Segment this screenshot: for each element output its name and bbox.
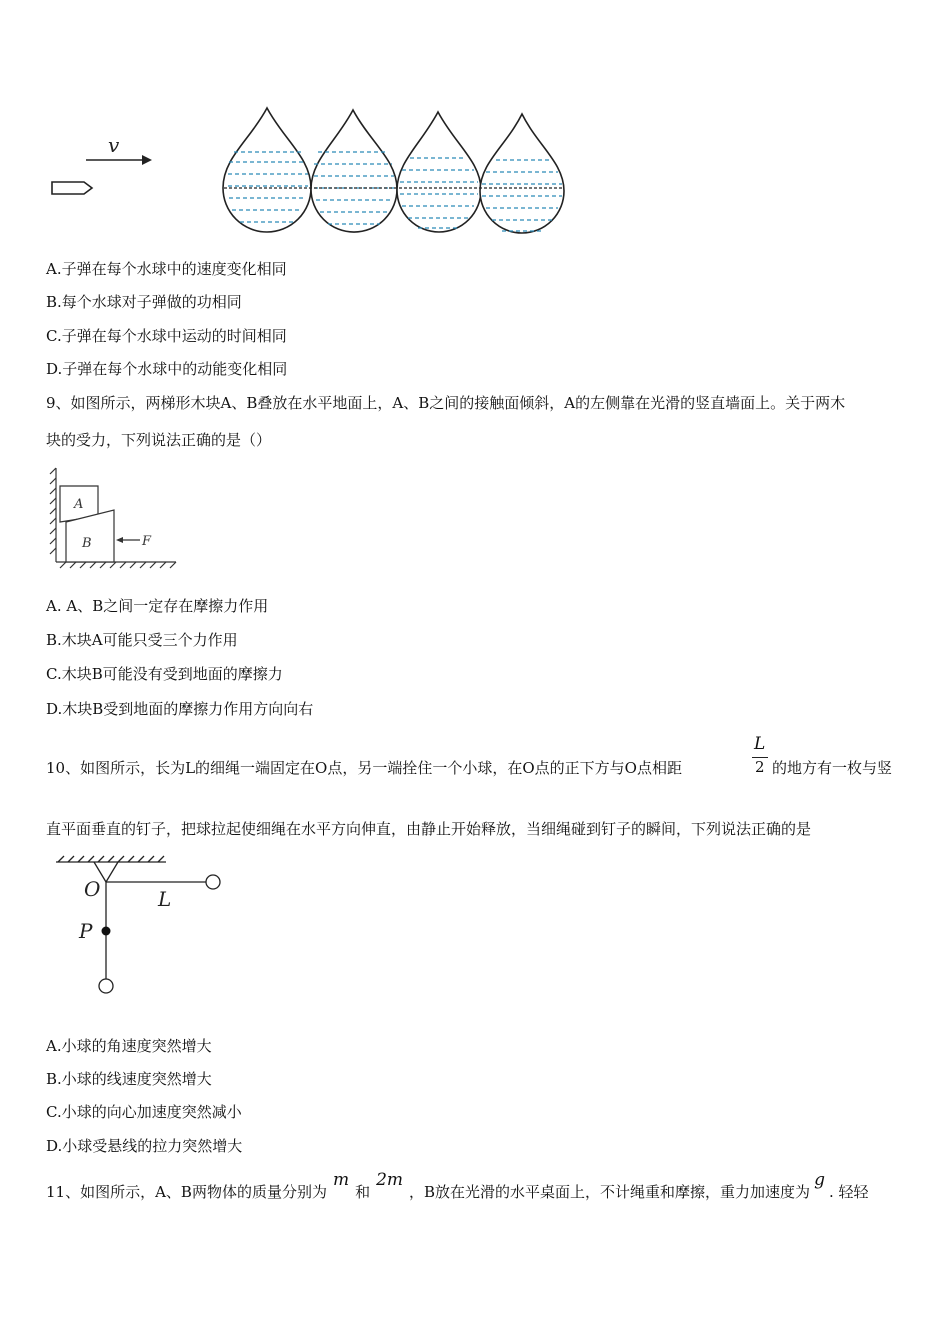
force-f-arrow [116,537,140,543]
q11-mass-m: m [332,1170,350,1190]
q11-gravity-g: g [814,1170,825,1190]
q11-stem [46,1170,869,1202]
q9-stem-line2: 块的受力，下列说法正确的是（） [46,431,272,449]
q9-stem-line1: 9、如图所示，两梯形木块A、B叠放在水平地面上，A、B之间的接触面倾斜，A的左侧靠在光滑的竖直墙面上。关于两木 [46,394,846,412]
q10-option-b: B.小球的线速度突然增大 [46,1070,212,1088]
fraction-denominator: 2 [755,758,765,776]
velocity-arrow [86,133,152,165]
wall [50,468,56,562]
label-o: O [84,877,101,901]
q10-option-a: A.小球的角速度突然增大 [46,1037,212,1055]
fraction-numerator: L [754,734,766,754]
q9-option-c: C.木块B可能没有受到地面的摩擦力 [46,665,283,683]
ceiling [56,856,166,862]
q10-fraction [752,734,770,780]
ground [56,562,176,568]
q9-option-a: A. A、B之间一定存在摩擦力作用 [46,597,269,615]
q11-part4: . 轻轻 [828,1183,869,1201]
label-p: P [79,919,93,943]
ball-horizontal [206,875,220,889]
velocity-label: v [108,133,120,157]
block-b-label: B [82,536,92,551]
label-l: L [158,887,172,911]
q8-option-a: A.子弹在每个水球中的速度变化相同 [46,260,287,278]
q8-option-c: C.子弹在每个水球中运动的时间相同 [46,327,287,345]
nail-p [102,927,111,936]
block-a-label: A [74,497,84,512]
balloon-3 [397,112,481,232]
bullet-water-balloons-figure [46,100,586,245]
q10-option-c: C.小球的向心加速度突然减小 [46,1103,242,1121]
balloon-1 [223,108,311,232]
q10-stem-line1a: 10、如图所示，长为L的细绳一端固定在O点，另一端拴住一个小球，在O点的正下方与O点相距 [46,759,682,777]
q10-pendulum-figure [46,852,236,1002]
q10-option-d: D.小球受悬线的拉力突然增大 [46,1137,243,1155]
q11-part1: 11、如图所示，A、B两物体的质量分别为 [46,1183,327,1201]
q9-option-d: D.木块B受到地面的摩擦力作用方向向右 [46,700,314,718]
q11-part2: 和 [355,1183,371,1201]
q10-stem-line2: 直平面垂直的钉子，把球拉起使细绳在水平方向伸直，由静止开始释放，当细绳碰到钉子的瞬间，下列说法正确的是 [46,820,812,838]
bullet [52,182,92,194]
q11-part3: ，B放在光滑的水平桌面上，不计绳重和摩擦，重力加速度为 [409,1183,811,1201]
balloon-2 [311,110,397,232]
balloon-4 [480,114,564,233]
force-f-label: F [142,534,152,549]
q8-option-d: D.子弹在每个水球中的动能变化相同 [46,360,288,378]
q9-blocks-figure [46,462,186,572]
q9-option-b: B.木块A可能只受三个力作用 [46,631,238,649]
q10-stem-line1b: 的地方有一枚与竖 [772,759,893,777]
q8-option-b: B.每个水球对子弹做的功相同 [46,293,242,311]
q11-mass-2m: 2m [376,1170,404,1190]
water-balloons [223,108,564,233]
ball-vertical [99,979,113,993]
